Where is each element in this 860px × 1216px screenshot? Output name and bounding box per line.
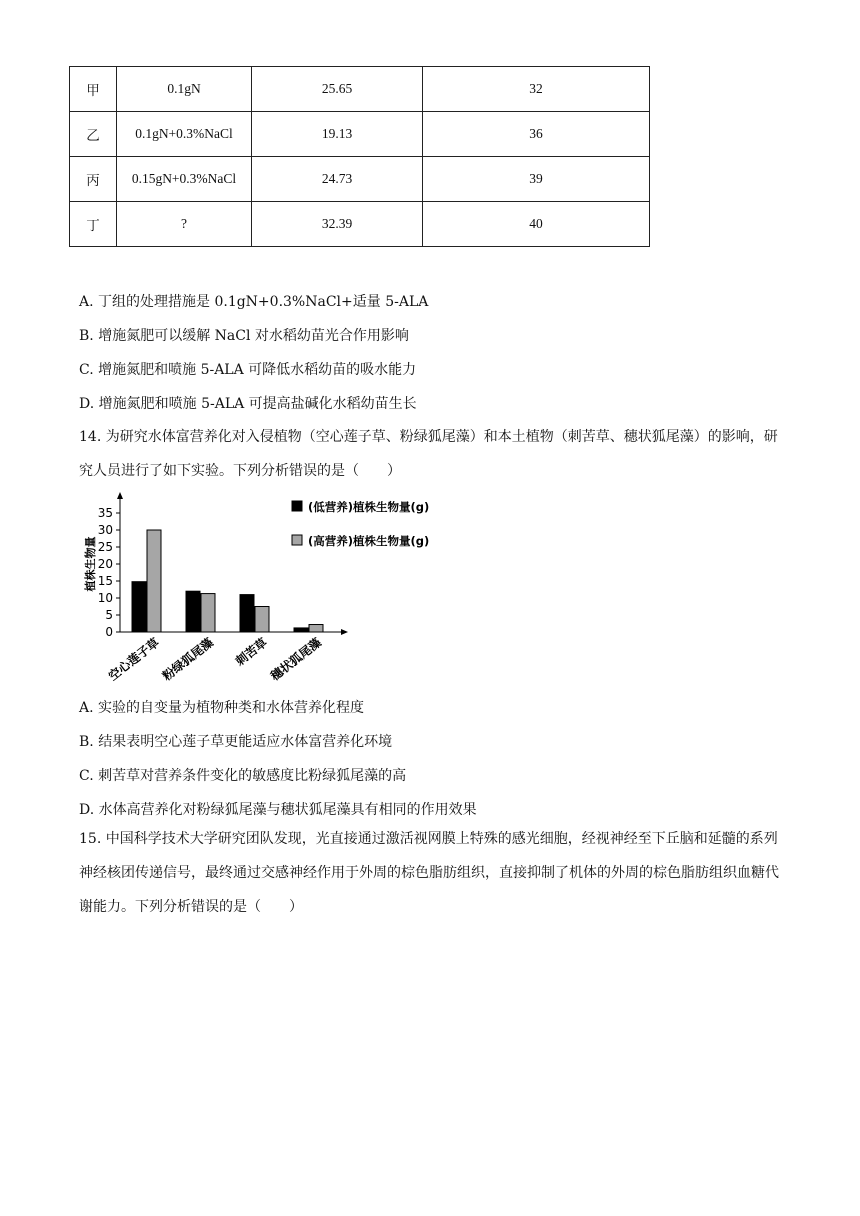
bar-low-nutrient — [186, 591, 200, 632]
y-axis-title: 植株生物量 — [84, 536, 97, 592]
x-axis-arrow — [341, 629, 348, 635]
table-cell: 0.1gN — [117, 67, 252, 112]
table-cell: 32.39 — [252, 202, 423, 247]
y-tick-label: 20 — [97, 557, 113, 571]
table-cell: 24.73 — [252, 157, 423, 202]
y-tick-label: 10 — [97, 591, 113, 605]
q13-option-a: A. 丁组的处理措施是 0.1gN+0.3%NaCl+适量 5-ALA — [79, 294, 429, 310]
y-tick-label: 25 — [97, 540, 113, 554]
table-row — [70, 67, 650, 112]
table-cell: 36 — [423, 112, 650, 157]
data-table-container — [69, 66, 650, 247]
y-axis-title-group — [83, 537, 97, 592]
table-cell: 39 — [423, 157, 650, 202]
table-cell: 25.65 — [252, 67, 423, 112]
x-category-label: 空心莲子草 — [105, 635, 162, 684]
data-table — [69, 66, 650, 247]
q14-option-d: D. 水体高营养化对粉绿狐尾藻与穗状狐尾藻具有相同的作用效果 — [79, 802, 477, 818]
q15-stem: 15. 中国科学技术大学研究团队发现，光直接通过激活视网膜上特殊的感光细胞，经视神经至下丘脑和延髓的系列神经核团传递信号，最终通过交感神经作用于外周的棕色脂肪组织，直接抑制了机体的外周的棕色脂肪组织血糖代谢能力。下列分析错误的是（ ） — [79, 831, 779, 915]
legend-swatch — [292, 535, 302, 545]
q13-option-b: B. 增施氮肥可以缓解 NaCl 对水稻幼苗光合作用影响 — [79, 328, 409, 344]
table-cell: ? — [117, 202, 252, 247]
y-tick-label: 5 — [105, 608, 113, 622]
q14-option-a: A. 实验的自变量为植物种类和水体营养化程度 — [79, 700, 365, 716]
table-cell: 32 — [423, 67, 650, 112]
table-cell: 丙 — [70, 157, 117, 202]
legend-label: (高营养)植株生物量(g) — [308, 534, 430, 548]
q13-option-d: D. 增施氮肥和喷施 5-ALA 可提高盐碱化水稻幼苗生长 — [79, 396, 417, 412]
biomass-bar-chart — [74, 490, 474, 690]
bar-high-nutrient — [309, 625, 323, 632]
q14-stem: 14. 为研究水体富营养化对入侵植物（空心莲子草、粉绿狐尾藻）和本土植物（刺苦草、穗状狐尾藻）的影响，研究人员进行了如下实验。下列分析错误的是（ ） — [79, 429, 778, 479]
q14-option-b: B. 结果表明空心莲子草更能适应水体富营养化环境 — [79, 734, 393, 750]
y-tick-label: 30 — [97, 523, 113, 537]
x-category-label: 穗状狐尾藻 — [267, 635, 324, 684]
table-cell: 0.15gN+0.3%NaCl — [117, 157, 252, 202]
table-cell: 甲 — [70, 67, 117, 112]
legend-label: (低营养)植株生物量(g) — [308, 500, 430, 514]
bar-high-nutrient — [201, 594, 215, 632]
y-tick-label: 15 — [97, 574, 113, 588]
table-cell: 40 — [423, 202, 650, 247]
bar-low-nutrient — [240, 595, 254, 632]
legend-swatch — [292, 501, 302, 511]
bar-high-nutrient — [147, 530, 161, 632]
table-cell: 丁 — [70, 202, 117, 247]
y-axis-arrow — [117, 492, 123, 499]
bar-high-nutrient — [255, 607, 269, 633]
q13-option-c: C. 增施氮肥和喷施 5-ALA 可降低水稻幼苗的吸水能力 — [79, 362, 417, 378]
table-cell: 19.13 — [252, 112, 423, 157]
table-row — [70, 157, 650, 202]
q14-option-c: C. 刺苦草对营养条件变化的敏感度比粉绿狐尾藻的高 — [79, 768, 407, 784]
bar-low-nutrient — [132, 582, 146, 632]
bar-low-nutrient — [294, 628, 308, 632]
table-cell: 0.1gN+0.3%NaCl — [117, 112, 252, 157]
table-cell: 乙 — [70, 112, 117, 157]
table-row — [70, 202, 650, 247]
table-row — [70, 112, 650, 157]
y-tick-label: 35 — [97, 506, 113, 520]
y-tick-label: 0 — [105, 625, 113, 639]
x-category-label: 刺苦草 — [232, 635, 270, 669]
x-category-label: 粉绿狐尾藻 — [159, 635, 216, 684]
